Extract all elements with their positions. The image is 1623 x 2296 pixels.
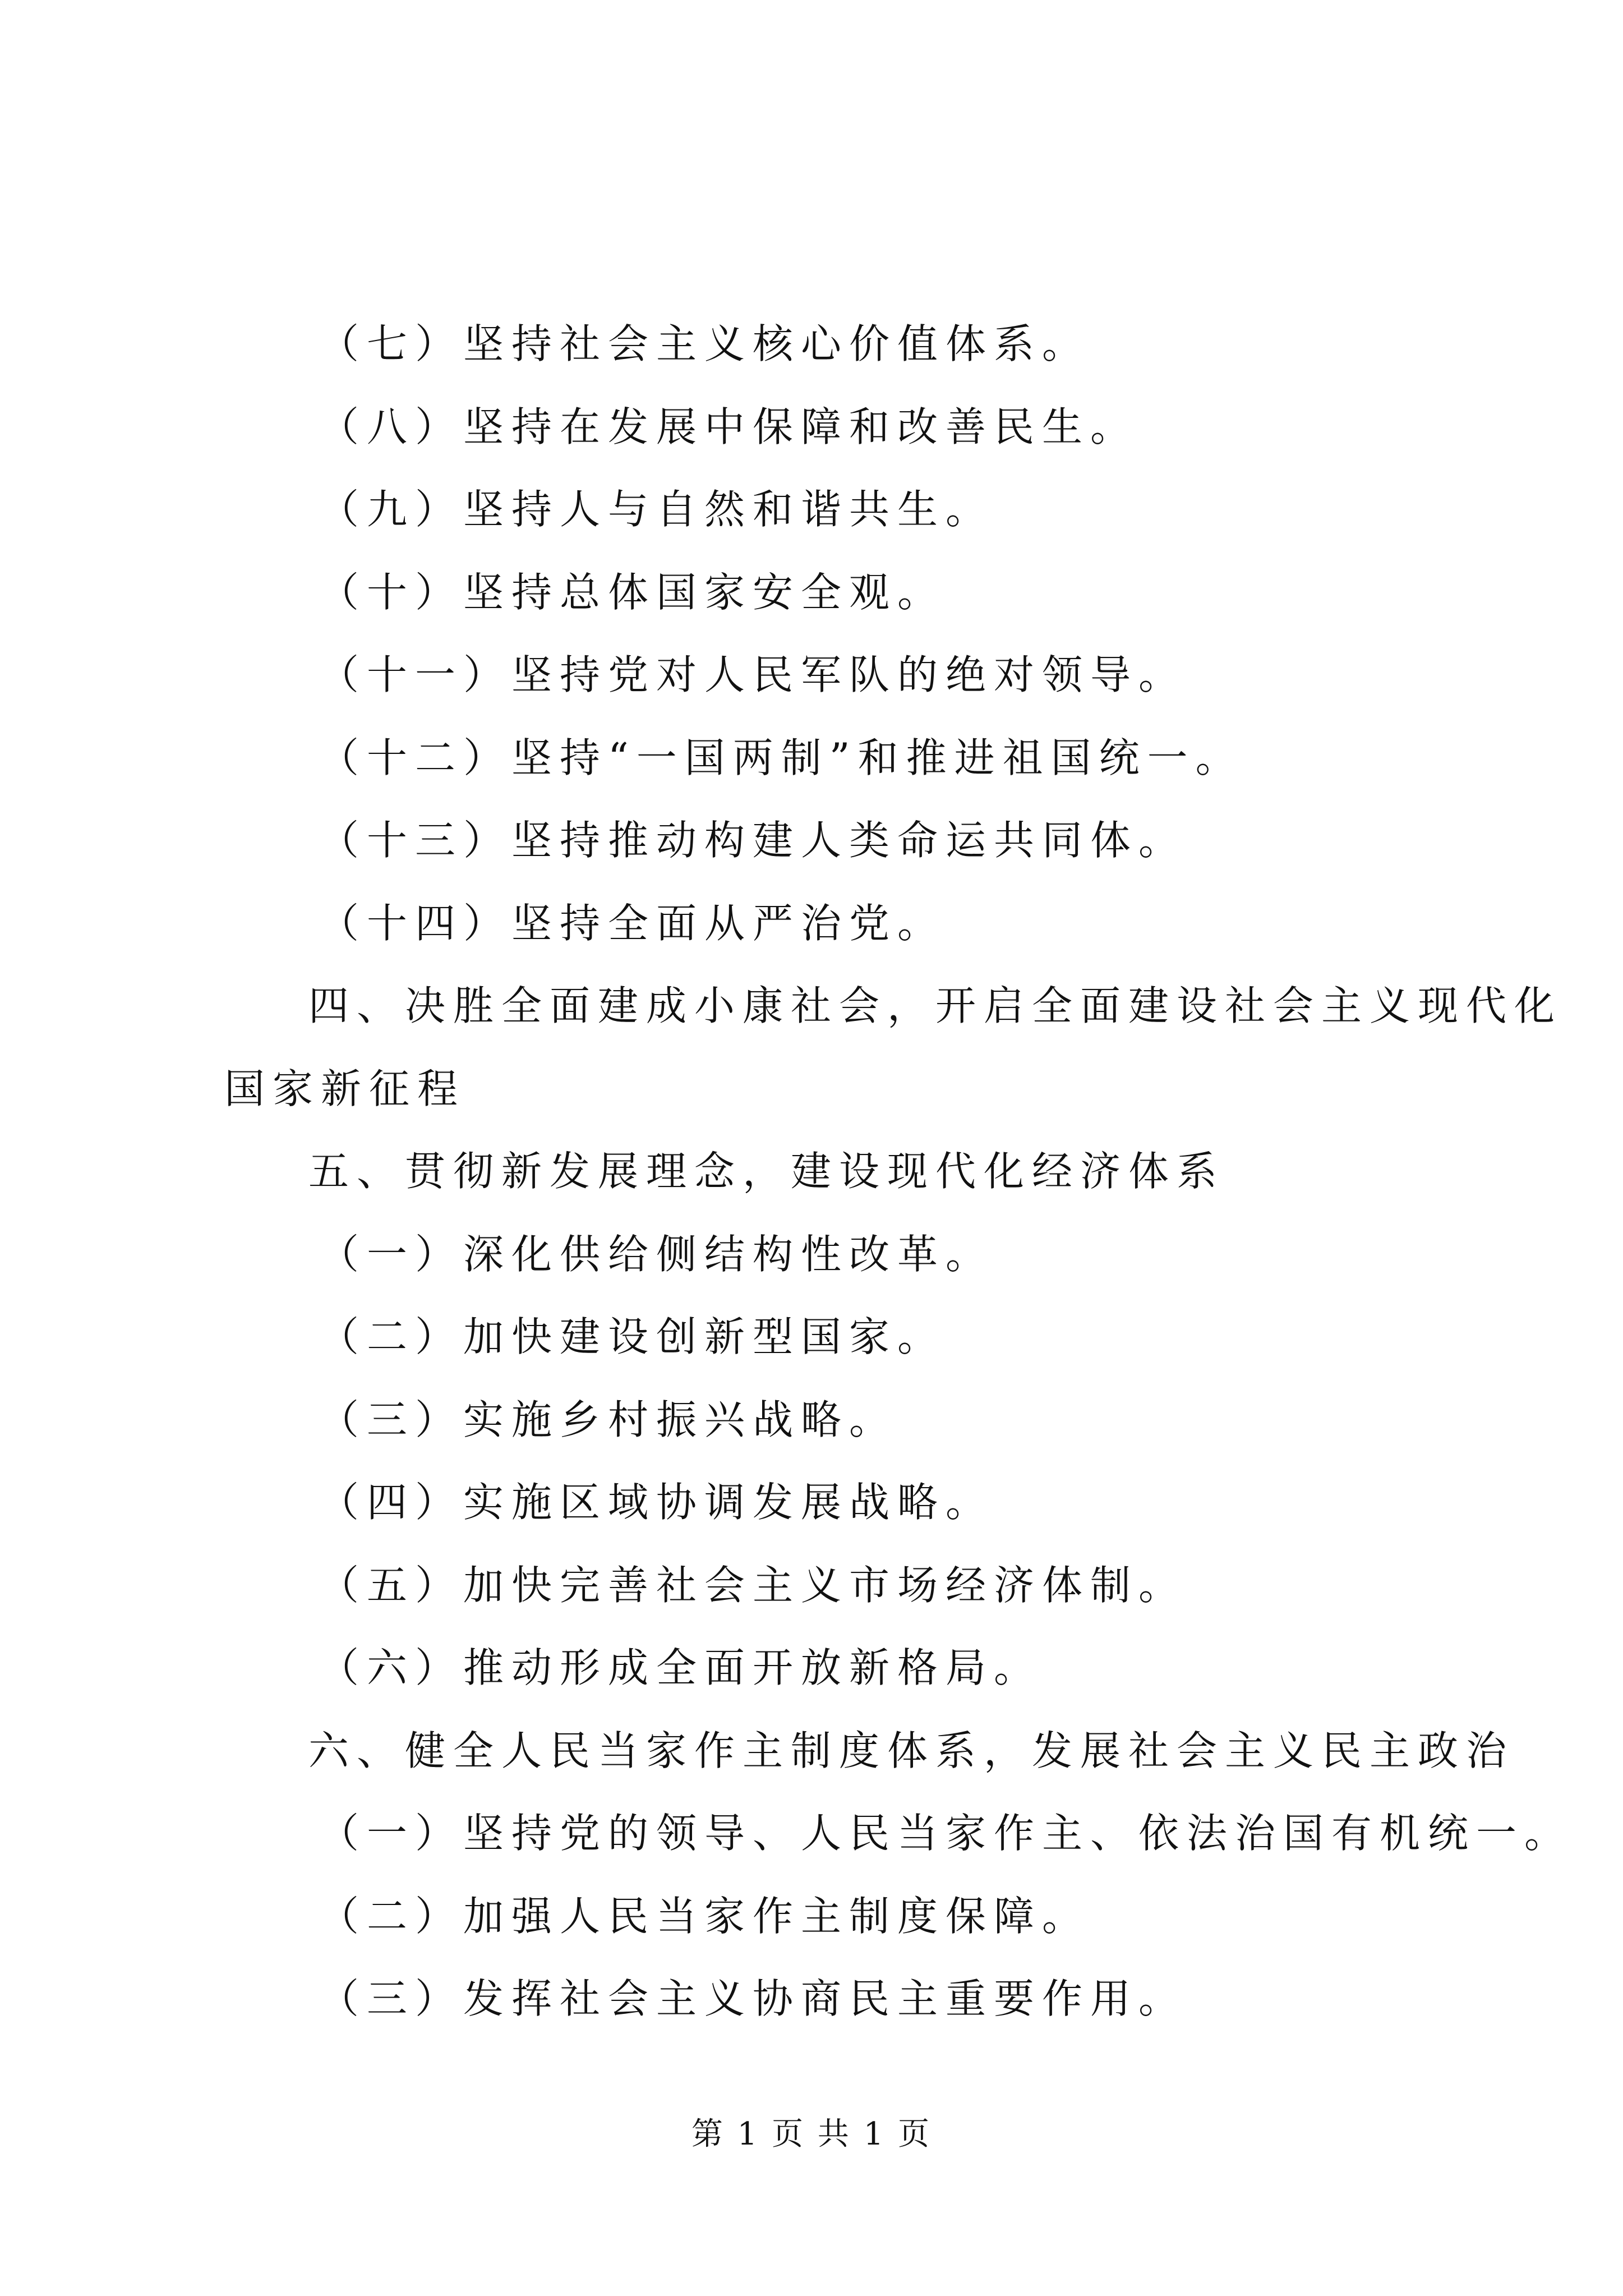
list-item-12: （十二）坚持“一国两制”和推进祖国统一。: [319, 734, 1244, 781]
list-item-9: （九）坚持人与自然和谐共生。: [319, 486, 994, 533]
list-item-11: （十一）坚持党对人民军队的绝对领导。: [319, 651, 1187, 698]
list-item-5-2: （二）加快建设创新型国家。: [319, 1313, 946, 1360]
list-item-13: （十三）坚持推动构建人类命运共同体。: [319, 817, 1187, 864]
list-item-5-5: （五）加快完善社会主义市场经济体制。: [319, 1561, 1187, 1609]
list-item-5-3: （三）实施乡村振兴战略。: [319, 1396, 898, 1443]
section-heading-4: 四、决胜全面建成小康社会，开启全面建设社会主义现代化: [308, 982, 1563, 1029]
list-item-8: （八）坚持在发展中保障和改善民生。: [319, 403, 1139, 450]
list-item-5-4: （四）实施区域协调发展战略。: [319, 1479, 994, 1526]
list-item-10: （十）坚持总体国家安全观。: [319, 568, 946, 616]
section-heading-4-continued: 国家新征程: [224, 1065, 466, 1112]
list-item-6-3: （三）发挥社会主义协商民主重要作用。: [319, 1975, 1187, 2022]
section-heading-5: 五、贯彻新发展理念，建设现代化经济体系: [308, 1148, 1225, 1195]
list-item-7: （七）坚持社会主义核心价值体系。: [319, 320, 1091, 367]
list-item-5-1: （一）深化供给侧结构性改革。: [319, 1230, 994, 1278]
document-body: [224, 303, 1573, 2041]
section-heading-6: 六、健全人民当家作主制度体系，发展社会主义民主政治: [308, 1727, 1515, 1774]
list-item-6-1: （一）坚持党的领导、人民当家作主、依法治国有机统一。: [319, 1810, 1573, 1857]
list-item-14: （十四）坚持全面从严治党。: [319, 899, 946, 947]
list-item-6-2: （二）加强人民当家作主制度保障。: [319, 1892, 1091, 1940]
page-footer: 第 1 页 共 1 页: [691, 2116, 932, 2152]
list-item-5-6: （六）推动形成全面开放新格局。: [319, 1644, 1043, 1691]
